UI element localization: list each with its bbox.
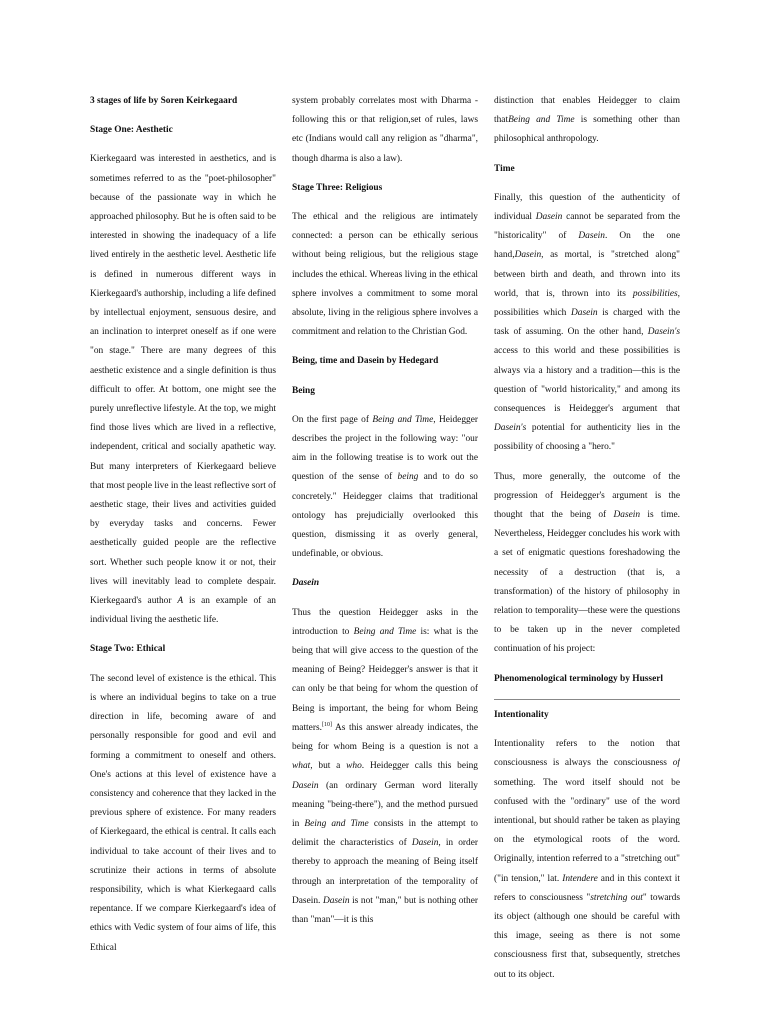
paragraph-aesthetic: Kierkegaard was interested in aesthetics, and is sometimes referred to as the "poet-philosopher" because of the passionate way in which he approached philosophy. But he is often said to be interested in showing the inadequacy of a life lived entirely in the aesthetic level. Aesthetic life is defined in numerous different ways in Kierkegaard's authorship, including a life defined by intellectual enjoyment, sensuous desire, and an inclination to interpret oneself as if one were "on stage." There are many degrees of this aesthetic existence and a single definition is thus difficult to offer. At bottom, one might see the purely unreflective lifestyle. At the top, we might find those lives which are lived in a reflective, independent, critical and socially apathetic way. But many interpreters of Kierkegaard believe that most people live in the least reflective sort of aesthetic stage, their lives and activities guided by everyday tasks and concerns. Fewer aesthetically guided people are the reflective sort. Whether such people know it or not, their lives will inevitably lead to complete despair. Kierkegaard's author A is an example of an individual living the aesthetic life. <box>90 154 276 626</box>
paragraph-time-2: Thus, more generally, the outcome of the progression of Heidegger's argument is the thought that the being of Dasein is time. Nevertheless, Heidegger concludes his work with a set of enigmatic questions foreshadowing the necessity of a destruction (that is, a transformation) of the history of philosophy in relation to temporality—these were the questions to be taken up in the never completed continuation of his project: <box>494 471 680 655</box>
section-divider <box>494 699 680 700</box>
heading-being: Being <box>292 385 315 396</box>
heading-stage-two: Stage Two: Ethical <box>90 644 166 655</box>
column-3 <box>494 92 680 1024</box>
heading-stage-three: Stage Three: Religious <box>292 182 383 193</box>
section-title-husserl: Phenomenological terminology by Husserl <box>494 673 664 684</box>
paragraph-religious: The ethical and the religious are intimately connected: a person can be ethically serious without being religious, but the religious stage includes the ethical. Whereas living in the ethical sphere involves a commitment to some moral absolute, living in the religious sphere involves a commitment and relation to the Christian God. <box>292 212 478 338</box>
paragraph-intentionality: Intentionality refers to the notion that consciousness is always the consciousness of something. The word itself should not be confused with the "ordinary" use of the word intentional, but should rather be taken as playing on the etymological roots of the word. Originally, intention referred to a "stretching out" ("in tension," lat. Intendere and in this context it refers to consciousness "stretching out" towards its object (although one should be careful with this image, seeing as there is not some consciousness first that, subsequently, stretches out to its object. <box>494 739 680 980</box>
paragraph-dasein: Thus the question Heidegger asks in the introduction to Being and Time is: what is the being that will give access to the question of the meaning of Being? Heidegger's answer is that it can only be that being for whom the question of Being is important, the being for whom Being matters.[10] As this answer already indicates, the being for whom Being is a question is not a what, but a who. Heidegger calls this being Dasein (an ordinary German word literally meaning "being-there"), and the method pursued in Being and Time consists in the attempt to delimit the characteristics of Dasein, in order thereby to approach the meaning of Being itself through an interpretation of the temporality of Dasein. Dasein is not "man," but is nothing other than "man"—it is this <box>292 607 478 925</box>
paragraph-ethical: The second level of existence is the ethical. This is where an individual begins to take on a true direction in life, becoming aware of and personally responsible for good and evil and forming a commitment to oneself and others. One's actions at this level of existence have a consistency and coherence that they lacked in the previous sphere of existence. For many readers of Kierkegaard, the ethical is central. It calls each individual to take account of their lives and to scrutinize their actions in terms of absolute responsibility, which is what Kierkegaard calls repentance. If we compare Kierkegaard's idea of ethics with Vedic system of four aims of life, this Ethical <box>90 673 276 953</box>
document-title: 3 stages of life by Soren Keirkegaard <box>90 96 238 106</box>
heading-dasein: Dasein <box>292 578 320 589</box>
heading-stage-one: Stage One: Aesthetic <box>90 125 173 136</box>
paragraph-dasein-continued: distinction that enables Heidegger to claim thatBeing and Time is something other than philosophical anthropology. <box>494 96 680 145</box>
paragraph-ethical-continued: system probably correlates most with Dharma - following this or that religion,set of rules, laws etc (Indians would call any religion as "dharma", though dharma is also a law). <box>292 96 478 164</box>
paragraph-time-1: Finally, this question of the authenticity of individual Dasein cannot be separated from the "historicality" of Dasein. On the one hand,Dasein, as mortal, is "stretched along" between birth and death, and thrown into its world, that is, thrown into its possibilities, possibilities which Dasein is charged with the task of assuming. On the other hand, Dasein's access to this world and these possibilities is always via a history and a tradition—this is the question of "world historicality," and among its consequences is Heidegger's argument that Dasein's potential for authenticity lies in the possibility of choosing a "hero." <box>494 192 680 453</box>
heading-time: Time <box>494 163 515 174</box>
heading-intentionality: Intentionality <box>494 709 549 720</box>
footnote-ref[interactable]: [10] <box>321 721 332 728</box>
section-title-heidegger: Being, time and Dasein by Hedegard <box>292 356 439 367</box>
paragraph-being: On the first page of Being and Time, Heidegger describes the project in the following way: "our aim in the following treatise is to work out the question of the sense of being and to do so concretely." Heidegger claims that traditional ontology has prejudicially overlooked this question, dismissing it as overly general, undefinable, or obvious. <box>292 414 478 560</box>
column-1 <box>90 92 276 1024</box>
column-2 <box>292 92 478 1024</box>
